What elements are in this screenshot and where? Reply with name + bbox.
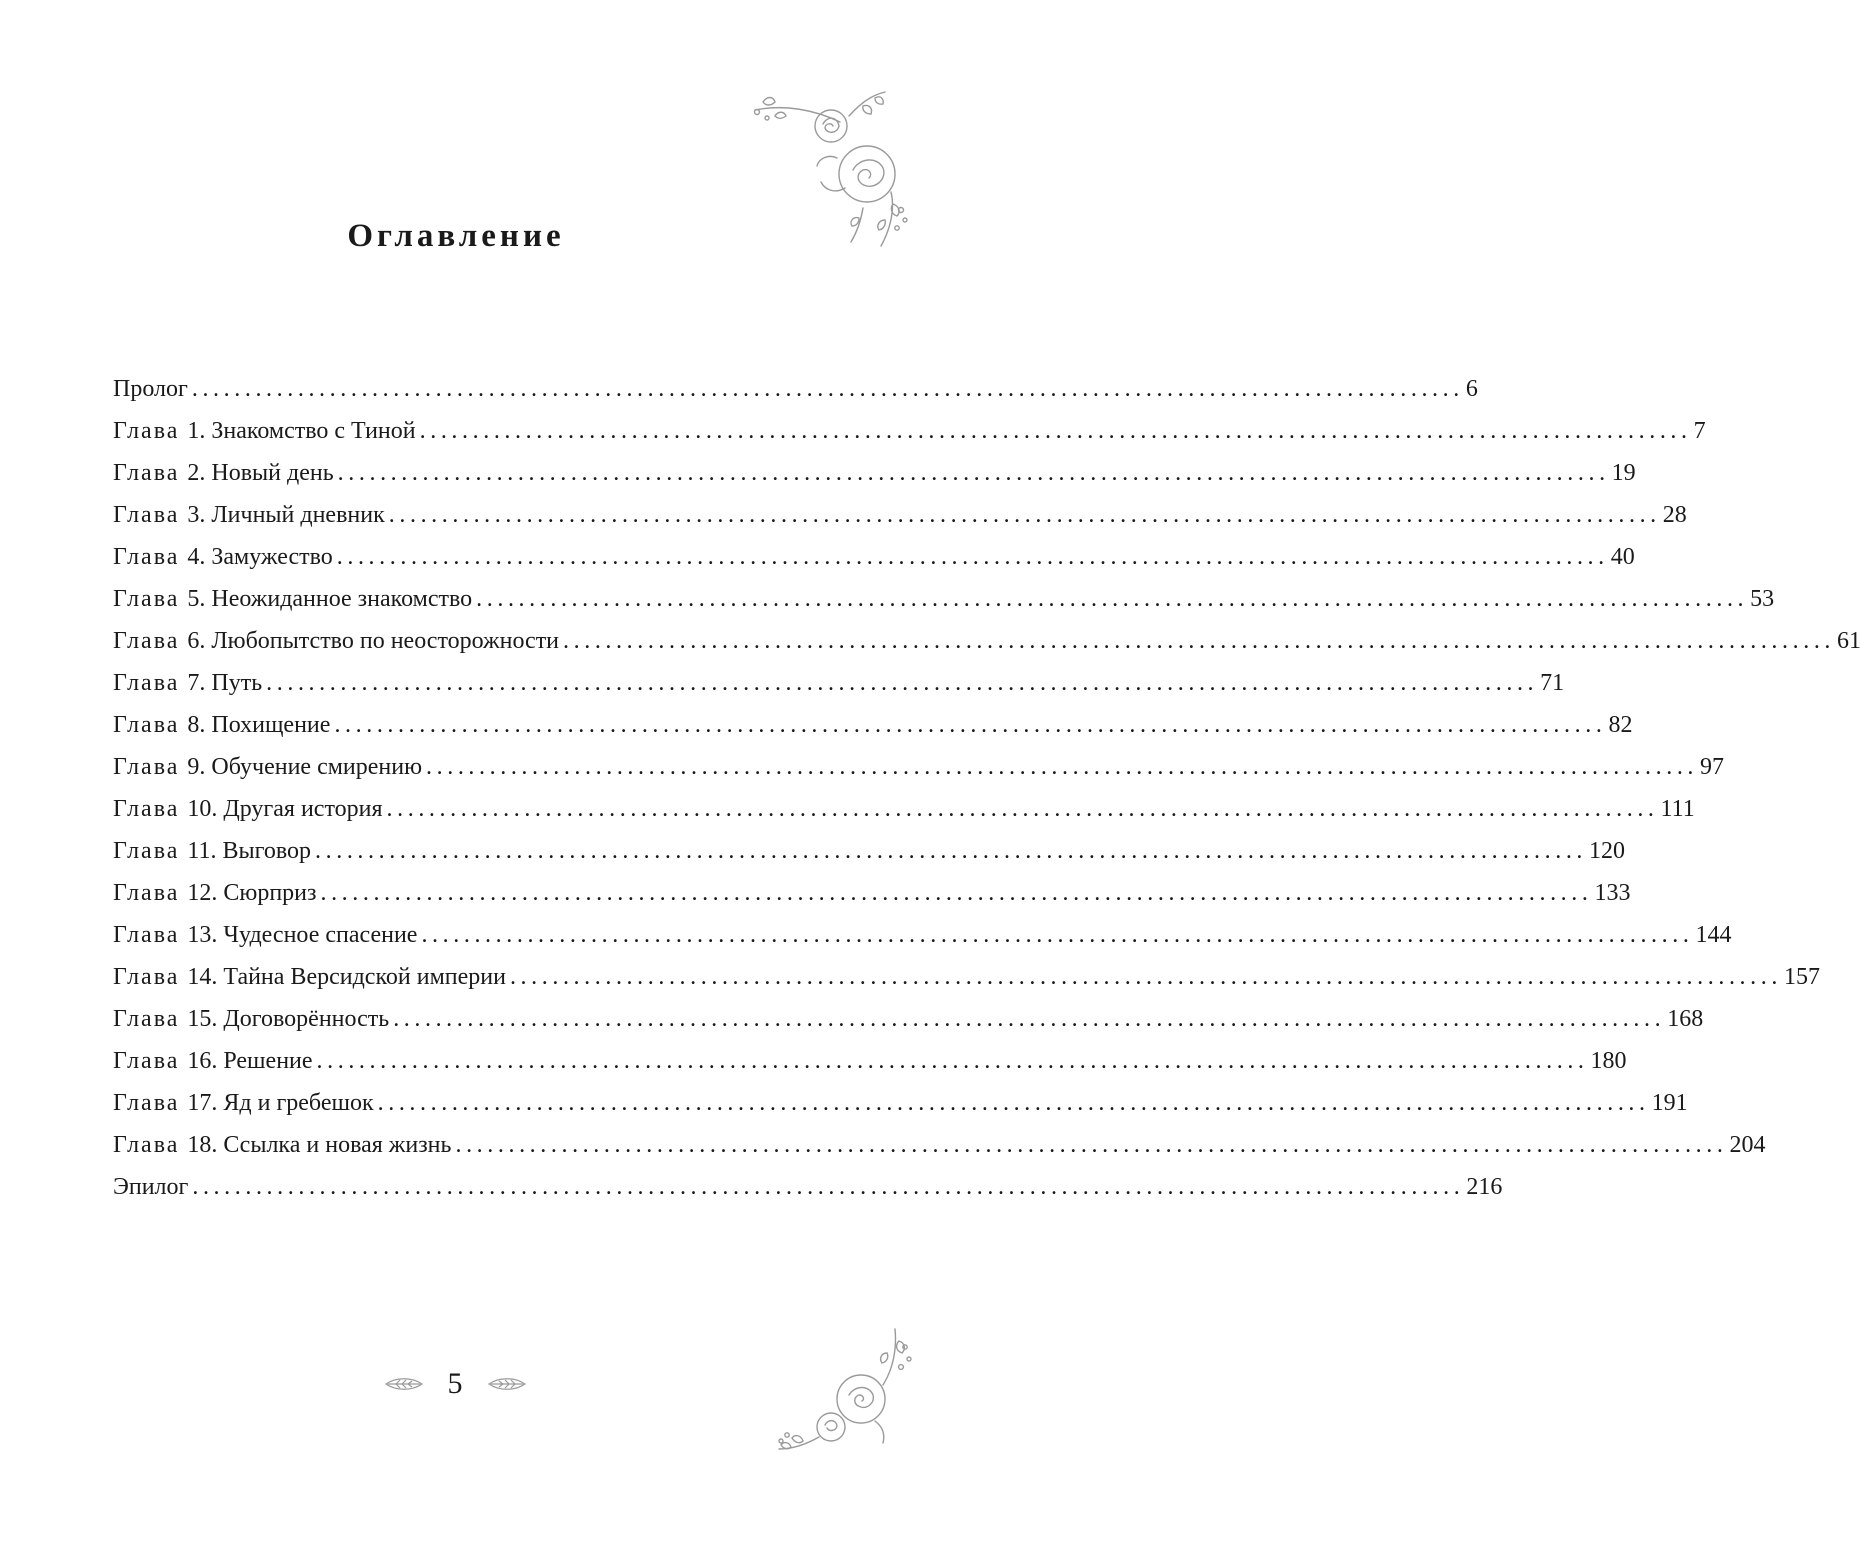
toc-page-number: 191 xyxy=(1651,1090,1688,1116)
toc-entry-label xyxy=(113,1082,378,1124)
toc-entry[interactable] xyxy=(113,1082,1688,1124)
toc-entry-label xyxy=(113,872,320,914)
toc-entry[interactable] xyxy=(113,704,1633,746)
toc-leader-dots: ........................................................................................................................ xyxy=(509,964,1782,990)
toc-entry-label xyxy=(113,914,421,956)
toc-leader-dots: ........................................................................................................................ xyxy=(563,628,1836,654)
toc-page-number: 53 xyxy=(1750,586,1775,612)
toc-leader-dots: ........................................................................................................................ xyxy=(192,1174,1465,1200)
toc-chapter-word: Глава xyxy=(113,460,180,486)
toc-entry-name: 13. Чудесное спасение xyxy=(187,922,418,948)
toc-entry[interactable] xyxy=(113,578,1775,620)
toc-leader-dots: ........................................................................................................................ xyxy=(334,712,1607,738)
toc-chapter-word: Глава xyxy=(113,796,180,822)
toc-entry-label xyxy=(113,452,338,494)
toc-entry-label xyxy=(113,1124,455,1166)
toc-entry[interactable] xyxy=(113,998,1704,1040)
toc-page-number: 71 xyxy=(1540,670,1565,696)
leaf-ornament-icon xyxy=(487,1377,527,1391)
toc-chapter-word: Глава xyxy=(113,502,180,528)
toc-entry-name: 11. Выговор xyxy=(187,838,312,864)
toc-entry[interactable] xyxy=(113,494,1687,536)
toc-entry-name: 14. Тайна Версидской империи xyxy=(187,964,506,990)
toc-entry-name: 10. Другая история xyxy=(187,796,383,822)
toc-entry-label xyxy=(113,1166,192,1208)
toc-page-number: 144 xyxy=(1695,922,1732,948)
toc-page-number: 133 xyxy=(1594,880,1631,906)
toc-entry-label xyxy=(113,746,426,788)
toc-leader-dots: ........................................................................................................................ xyxy=(315,838,1588,864)
toc-page-number: 40 xyxy=(1610,544,1635,570)
toc-entry-label xyxy=(113,536,337,578)
toc-entry-name: 6. Любопытство по неосторожности xyxy=(187,628,560,654)
toc-chapter-word: Глава xyxy=(113,754,180,780)
toc-page-number: 19 xyxy=(1611,460,1636,486)
toc-leader-dots: ........................................................................................................................ xyxy=(393,1006,1666,1032)
toc-entry-label xyxy=(113,368,192,410)
toc-entry-name: 5. Неожиданное знакомство xyxy=(187,586,473,612)
toc-entry[interactable] xyxy=(113,872,1631,914)
toc-page-number: 180 xyxy=(1590,1048,1627,1074)
toc-page-number: 6 xyxy=(1465,376,1478,402)
toc-page-number: 111 xyxy=(1660,796,1695,822)
toc-entry-label xyxy=(113,494,389,536)
toc-entry-name: 4. Замужество xyxy=(187,544,333,570)
toc-chapter-word: Глава xyxy=(113,1132,180,1158)
toc-chapter-word: Глава xyxy=(113,712,180,738)
toc-leader-dots: ........................................................................................................................ xyxy=(266,670,1539,696)
toc-entry[interactable] xyxy=(113,1040,1627,1082)
toc-entry[interactable] xyxy=(113,662,1565,704)
toc-entry-label xyxy=(113,662,266,704)
toc-entry-name: 8. Похищение xyxy=(187,712,331,738)
toc-entry[interactable] xyxy=(113,410,1706,452)
toc-chapter-word: Глава xyxy=(113,1006,180,1032)
toc-entry-name: 15. Договорённость xyxy=(187,1006,390,1032)
page-folio xyxy=(380,1364,530,1404)
toc-entry-label xyxy=(113,704,334,746)
toc-entry-label xyxy=(113,830,315,872)
toc-leader-dots: ........................................................................................................................ xyxy=(386,796,1659,822)
toc-leader-dots: ........................................................................................................................ xyxy=(426,754,1699,780)
toc-leader-dots: ........................................................................................................................ xyxy=(191,376,1464,402)
toc-chapter-word: Глава xyxy=(113,1090,180,1116)
toc-entry[interactable] xyxy=(113,368,1478,410)
toc-entry-label xyxy=(113,578,476,620)
toc-leader-dots: ........................................................................................................................ xyxy=(316,1048,1589,1074)
toc-chapter-word: Глава xyxy=(113,922,180,948)
toc-page-number: 120 xyxy=(1589,838,1626,864)
toc-page-number: 82 xyxy=(1608,712,1633,738)
toc-page-number: 7 xyxy=(1693,418,1706,444)
toc-entry-name: 18. Ссылка и новая жизнь xyxy=(187,1132,452,1158)
toc-entry-name: 16. Решение xyxy=(187,1048,313,1074)
toc-leader-dots: ........................................................................................................................ xyxy=(419,418,1692,444)
toc-entry[interactable] xyxy=(113,746,1725,788)
toc-chapter-word: Глава xyxy=(113,838,180,864)
toc-entry-name: 2. Новый день xyxy=(187,460,334,486)
toc-page-number: 97 xyxy=(1700,754,1725,780)
toc-page-number: 168 xyxy=(1667,1006,1704,1032)
toc-entry[interactable] xyxy=(113,956,1820,998)
toc-chapter-word: Глава xyxy=(113,418,180,444)
toc-entry-name: 7. Путь xyxy=(187,670,263,696)
toc-page-number: 216 xyxy=(1466,1174,1503,1200)
toc-chapter-word: Глава xyxy=(113,964,180,990)
toc-leader-dots: ........................................................................................................................ xyxy=(336,544,1609,570)
toc-leader-dots: ........................................................................................................................ xyxy=(388,502,1661,528)
toc-chapter-word: Глава xyxy=(113,880,180,906)
toc-entry[interactable] xyxy=(113,620,1861,662)
toc-entry-name: Пролог xyxy=(113,376,188,402)
toc-entry[interactable] xyxy=(113,452,1636,494)
toc-leader-dots: ........................................................................................................................ xyxy=(476,586,1749,612)
toc-chapter-word: Глава xyxy=(113,670,180,696)
toc-entry-name: 1. Знакомство с Тиной xyxy=(187,418,416,444)
toc-chapter-word: Глава xyxy=(113,628,180,654)
toc-entry-name: 12. Сюрприз xyxy=(187,880,317,906)
toc-entry-name: 3. Личный дневник xyxy=(187,502,385,528)
toc-entry-label xyxy=(113,956,510,998)
toc-page-number: 61 xyxy=(1837,628,1861,654)
toc-entry[interactable] xyxy=(113,914,1732,956)
toc-entry[interactable] xyxy=(113,536,1635,578)
toc-leader-dots: ........................................................................................................................ xyxy=(377,1090,1650,1116)
toc-entry-label xyxy=(113,410,420,452)
toc-entry-label xyxy=(113,788,387,830)
toc-chapter-word: Глава xyxy=(113,1048,180,1074)
leaf-ornament-icon xyxy=(384,1377,424,1391)
toc-page-number: 28 xyxy=(1662,502,1687,528)
toc-chapter-word: Глава xyxy=(113,586,180,612)
toc-page-number: 157 xyxy=(1783,964,1820,990)
toc-leader-dots: ........................................................................................................................ xyxy=(320,880,1593,906)
toc-entry-name: 17. Яд и гребешок xyxy=(187,1090,374,1116)
toc-entry-label xyxy=(113,998,393,1040)
toc-entry-label xyxy=(113,620,563,662)
toc-leader-dots: ........................................................................................................................ xyxy=(421,922,1694,948)
toc-page-number: 204 xyxy=(1729,1132,1766,1158)
toc-entry[interactable] xyxy=(113,830,1626,872)
toc-chapter-word: Глава xyxy=(113,544,180,570)
toc-entry[interactable] xyxy=(113,1124,1766,1166)
toc-entry-label xyxy=(113,1040,317,1082)
toc-entry-name: 9. Обучение смирению xyxy=(187,754,423,780)
page-number: 5 xyxy=(447,1367,463,1400)
toc-leader-dots: ........................................................................................................................ xyxy=(337,460,1610,486)
toc-entry[interactable] xyxy=(113,788,1695,830)
toc-entry-name: Эпилог xyxy=(113,1174,189,1200)
toc-entry[interactable] xyxy=(113,1166,1503,1208)
toc-leader-dots: ........................................................................................................................ xyxy=(455,1132,1728,1158)
table-of-contents xyxy=(113,368,1861,1208)
page-title: Оглавление xyxy=(347,218,565,255)
floral-ornament-icon xyxy=(775,1325,915,1460)
